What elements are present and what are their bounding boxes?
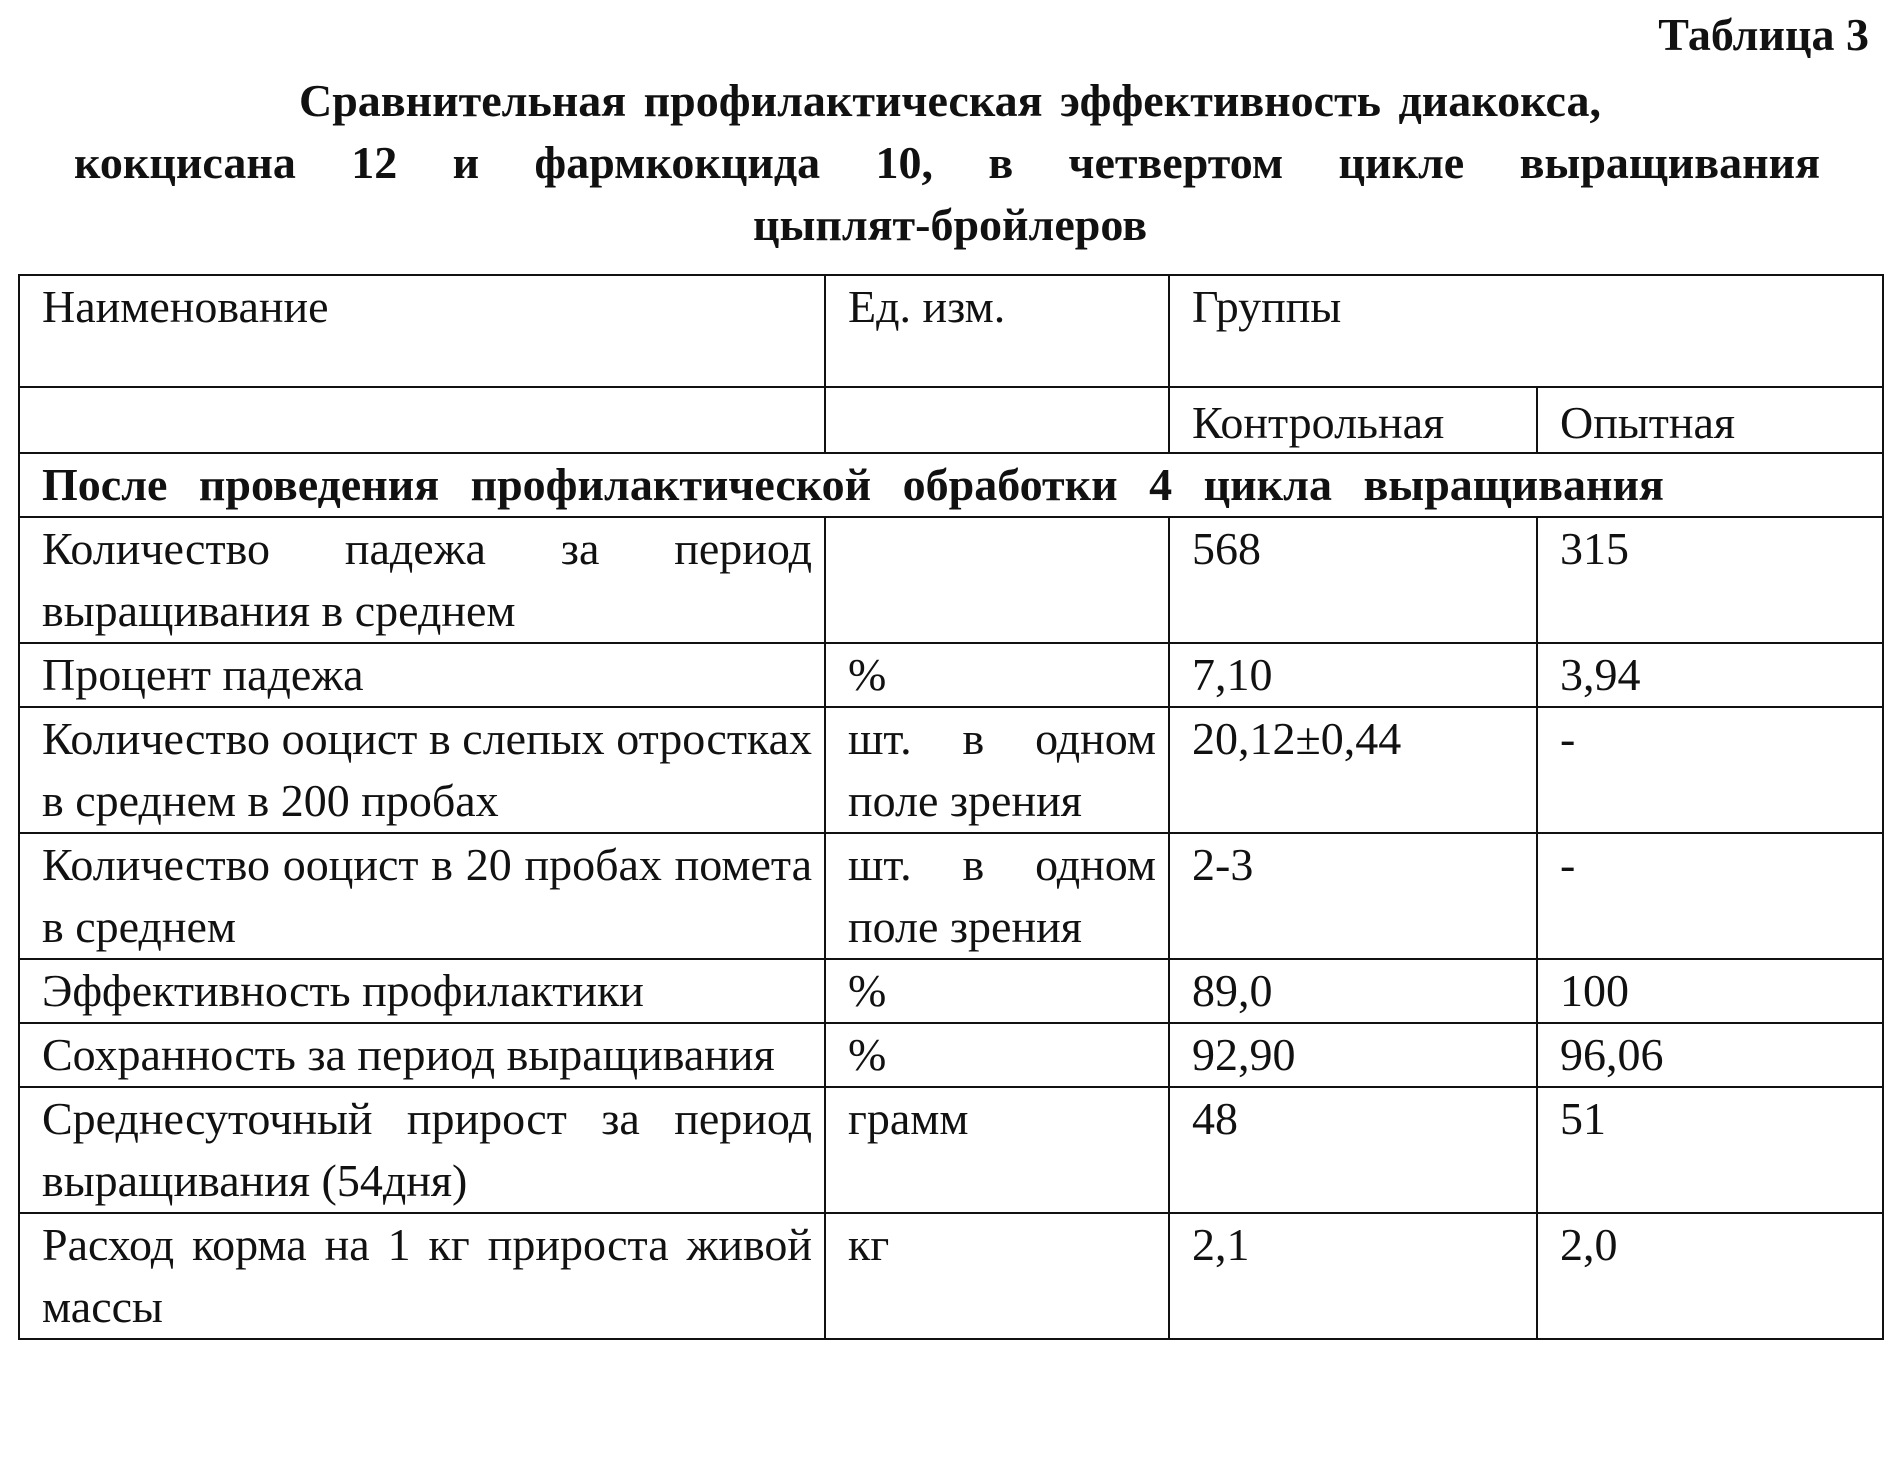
row-name: Процент падежа — [19, 643, 825, 707]
row-control-value: 568 — [1169, 517, 1537, 643]
row-experimental-value: 2,0 — [1537, 1213, 1883, 1339]
header-control: Контрольная — [1169, 387, 1537, 453]
header-experimental: Опытная — [1537, 387, 1883, 453]
row-name: Количество падежа за период выращивания в среднем — [19, 517, 825, 643]
row-name: Количество ооцист в 20 пробах помета в среднем — [19, 833, 825, 959]
row-unit: % — [825, 1023, 1169, 1087]
row-control-value: 48 — [1169, 1087, 1537, 1213]
header-unit: Ед. изм. — [825, 275, 1169, 387]
row-unit: шт. в одном поле зрения — [825, 833, 1169, 959]
row-name: Среднесуточный прирост за период выращивания (54дня) — [19, 1087, 825, 1213]
title-line-3: цыплят-бройлеров — [752, 199, 1148, 250]
row-unit: кг — [825, 1213, 1169, 1339]
table-row — [19, 707, 1883, 833]
row-unit: % — [825, 959, 1169, 1023]
row-unit: грамм — [825, 1087, 1169, 1213]
subheader-row — [19, 387, 1883, 453]
header-groups: Группы — [1169, 275, 1883, 387]
row-control-value: 92,90 — [1169, 1023, 1537, 1087]
row-experimental-value: 3,94 — [1537, 643, 1883, 707]
table-row — [19, 643, 1883, 707]
row-experimental-value: 51 — [1537, 1087, 1883, 1213]
table-label: Таблица 3 — [1658, 9, 1869, 60]
row-unit: % — [825, 643, 1169, 707]
data-table — [18, 274, 1884, 1340]
row-unit: шт. в одном поле зрения — [825, 707, 1169, 833]
table-row — [19, 1213, 1883, 1339]
row-name: Расход корма на 1 кг прироста живой массы — [19, 1213, 825, 1339]
row-name: Количество ооцист в слепых отростках в среднем в 200 пробах — [19, 707, 825, 833]
table-row — [19, 959, 1883, 1023]
row-name: Сохранность за период выращивания — [19, 1023, 825, 1087]
table-row — [19, 1023, 1883, 1087]
table-title — [60, 70, 1840, 256]
row-experimental-value: - — [1537, 707, 1883, 833]
table-row — [19, 833, 1883, 959]
section-title: После проведения профилактической обработки 4 цикла выращивания — [19, 453, 1883, 517]
row-control-value: 20,12±0,44 — [1169, 707, 1537, 833]
row-unit — [825, 517, 1169, 643]
title-line-1: Сравнительная профилактическая эффективность диакокса, — [298, 75, 1602, 126]
row-experimental-value: 100 — [1537, 959, 1883, 1023]
header-name: Наименование — [19, 275, 825, 387]
row-control-value: 2-3 — [1169, 833, 1537, 959]
row-experimental-value: 315 — [1537, 517, 1883, 643]
row-control-value: 7,10 — [1169, 643, 1537, 707]
row-experimental-value: 96,06 — [1537, 1023, 1883, 1087]
subheader-empty-2 — [825, 387, 1169, 453]
row-control-value: 2,1 — [1169, 1213, 1537, 1339]
table-row — [19, 1087, 1883, 1213]
row-control-value: 89,0 — [1169, 959, 1537, 1023]
table-row — [19, 517, 1883, 643]
section-row — [19, 453, 1883, 517]
row-name: Эффективность профилактики — [19, 959, 825, 1023]
table-body — [19, 517, 1883, 1339]
subheader-empty-1 — [19, 387, 825, 453]
title-line-2: кокцисана 12 и фармкокцида 10, в четвертом цикле выращивания — [74, 137, 1820, 188]
row-experimental-value: - — [1537, 833, 1883, 959]
header-row — [19, 275, 1883, 387]
